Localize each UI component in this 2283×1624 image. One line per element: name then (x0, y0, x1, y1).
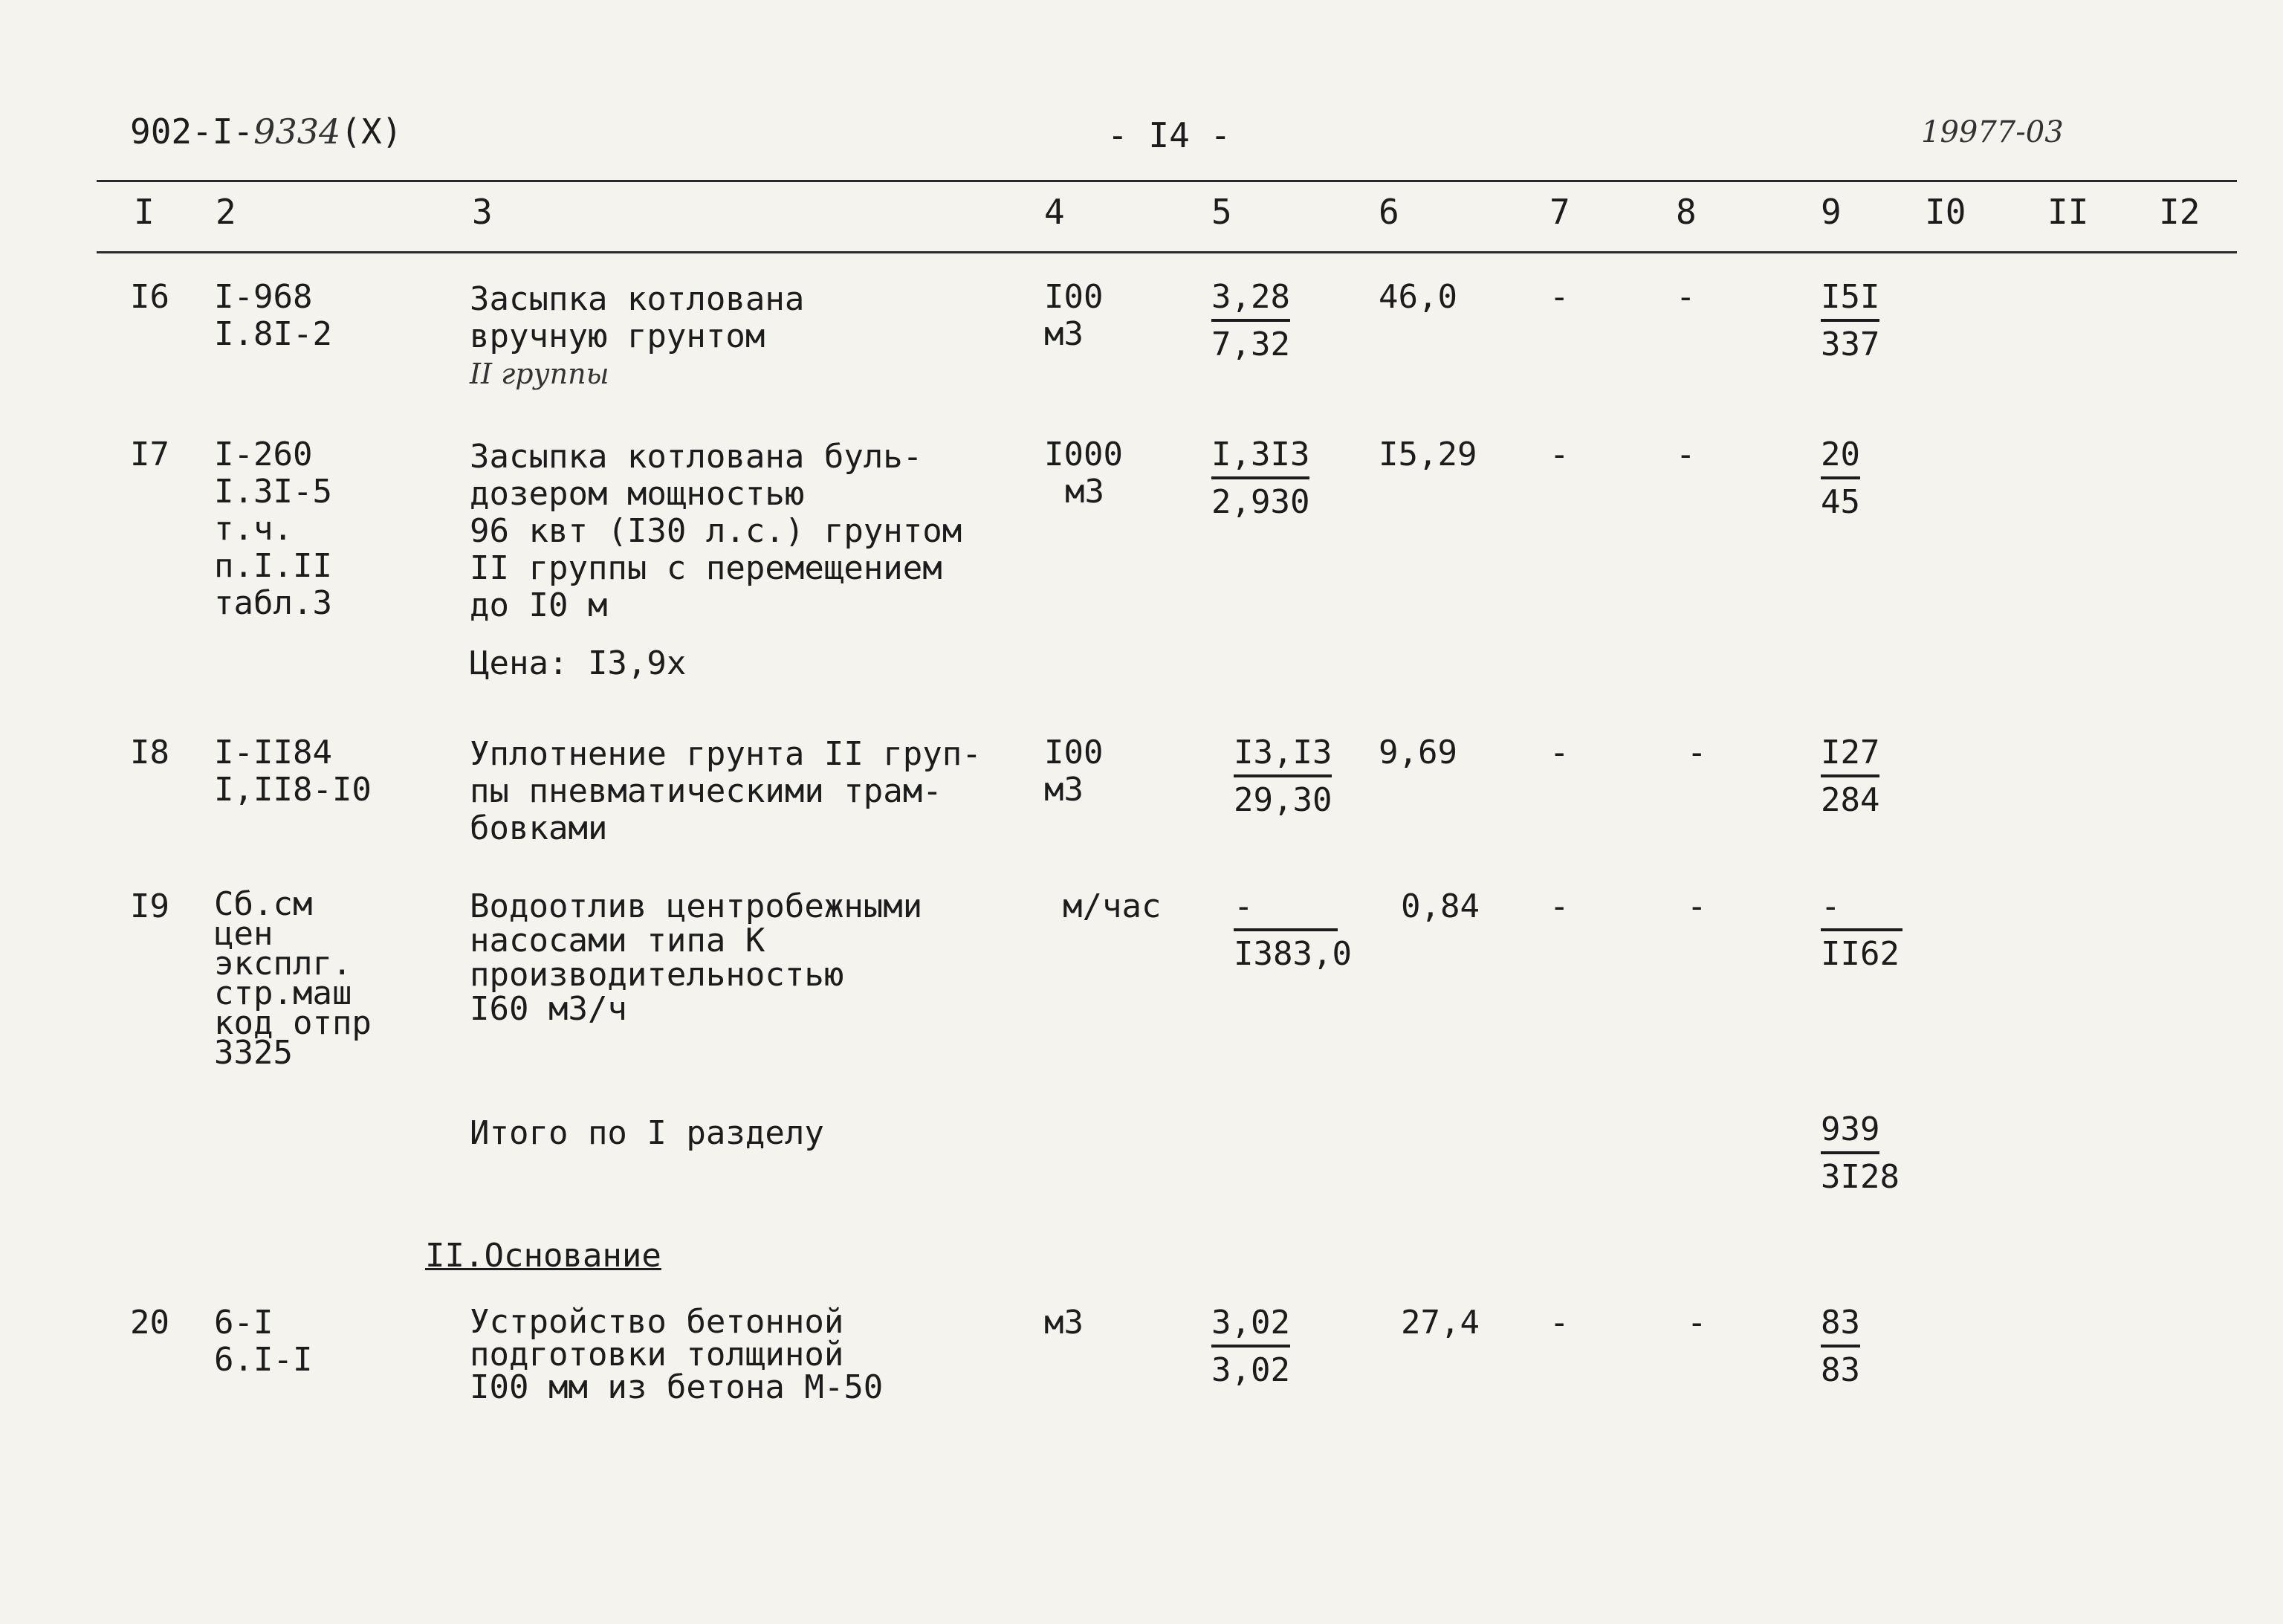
norm-code (214, 734, 372, 809)
section-total-label: Итого по I разделу (470, 1114, 824, 1152)
row-number: I9 (130, 887, 169, 925)
norm-code-line: I,II8-I0 (214, 771, 372, 809)
total-cost-fraction (1821, 436, 1860, 521)
description-line: Устройство бетонной (470, 1303, 844, 1341)
section-heading: II.Основание (425, 1237, 661, 1275)
total-cost-denominator: 83 (1821, 1351, 1860, 1389)
col6-value: 46,0 (1379, 278, 1457, 316)
norm-code-line: 3325 (214, 1034, 293, 1072)
row-number: I8 (130, 734, 169, 771)
row-number: I6 (130, 278, 169, 316)
norm-code-line: Сб.см (214, 885, 313, 923)
total-cost-denominator: II62 (1821, 935, 1900, 973)
header-top-rule (97, 180, 2237, 182)
unit-line: I00 (1044, 278, 1104, 316)
col6-value: 0,84 (1401, 887, 1480, 925)
header-bottom-rule (97, 251, 2237, 253)
doc-code-handwritten: 9334 (253, 111, 341, 152)
col6-value: 9,69 (1379, 734, 1457, 771)
norm-code (214, 885, 372, 1072)
unit-cost-numerator: I3,I3 (1234, 734, 1332, 777)
total-cost-fraction (1821, 279, 1879, 363)
col7-value: - (1549, 734, 1570, 771)
work-description (470, 281, 804, 392)
page-number: - I4 - (1107, 115, 1231, 155)
unit-cost-fraction (1211, 436, 1309, 521)
unit-line: м3 (1044, 1304, 1084, 1342)
unit (1063, 888, 1161, 925)
col6-value: I5,29 (1379, 436, 1477, 473)
col8-value: - (1676, 436, 1696, 473)
unit-line: I000 (1044, 436, 1123, 473)
unit-cost-denominator: 7,32 (1211, 326, 1290, 363)
col7-value: - (1549, 436, 1570, 473)
unit (1044, 734, 1103, 809)
unit-line: м3 (1044, 315, 1084, 353)
row-number: 20 (130, 1304, 169, 1342)
total-cost-numerator: I5I (1821, 279, 1879, 322)
description-line: Засыпка котлована буль- (470, 438, 923, 476)
description-line: до I0 м (470, 586, 608, 624)
description-line: вручную грунтом (470, 317, 765, 355)
total-cost-denominator: 337 (1821, 326, 1880, 363)
total-cost-fraction (1821, 1304, 1860, 1389)
col-header-1: I (134, 192, 155, 232)
row-number: I7 (130, 436, 169, 473)
norm-code (214, 1304, 312, 1379)
description-line: подготовки толщиной (470, 1336, 844, 1374)
description-line: дозером мощностью (470, 475, 805, 513)
norm-code (214, 279, 332, 353)
norm-code-line: I-260 (214, 436, 313, 473)
unit-cost-fraction (1234, 888, 1352, 973)
col7-value: - (1549, 1304, 1570, 1342)
unit-cost-denominator: I383,0 (1234, 935, 1352, 973)
unit-cost-denominator: 3,02 (1211, 1351, 1290, 1389)
norm-code-line: I-II84 (214, 734, 332, 771)
unit-line: I00 (1044, 734, 1104, 771)
col-header-10: I0 (1925, 192, 1966, 232)
description-line: бовками (470, 809, 608, 847)
norm-code-line: эксплг. (214, 945, 352, 983)
total-cost-fraction (1821, 888, 1902, 973)
col-header-11: II (2047, 192, 2089, 232)
col7-value: - (1549, 887, 1570, 925)
description-line: Засыпка котлована (470, 280, 805, 318)
doc-code-prefix: 902-I- (130, 111, 254, 152)
description-line: I00 мм из бетона М-50 (470, 1368, 884, 1406)
section-total-numerator: 939 (1821, 1111, 1879, 1154)
total-cost-numerator: - (1821, 888, 1902, 931)
unit-line: м/час (1063, 887, 1162, 925)
unit-cost-fraction (1211, 279, 1290, 363)
unit-cost-denominator: 2,930 (1211, 483, 1310, 521)
description-line: Уплотнение грунта II груп- (470, 735, 982, 773)
unit-cost-numerator: I,3I3 (1211, 436, 1309, 479)
unit (1044, 436, 1123, 511)
unit (1044, 279, 1103, 353)
norm-code-line: т.ч. (214, 510, 293, 548)
norm-code-line: цен (214, 915, 273, 953)
work-description (470, 1303, 884, 1406)
total-cost-numerator: 20 (1821, 436, 1860, 479)
work-description (470, 736, 982, 847)
description-handwritten-note: II группы (470, 358, 609, 390)
description-line: насосами типа К (470, 922, 765, 960)
section-total-fraction (1821, 1111, 1900, 1196)
norm-code-line: I.8I-2 (214, 315, 332, 353)
total-cost-numerator: 83 (1821, 1304, 1860, 1348)
unit (1044, 1304, 1084, 1342)
col-header-3: 3 (472, 192, 493, 232)
norm-code-line: 6-I (214, 1304, 273, 1342)
unit-cost-fraction (1234, 734, 1332, 819)
unit-cost-numerator: 3,28 (1211, 279, 1290, 322)
col8-value: - (1687, 734, 1707, 771)
unit-cost-denominator: 29,30 (1234, 781, 1332, 819)
col-header-7: 7 (1549, 192, 1570, 232)
col-header-9: 9 (1821, 192, 1842, 232)
unit-line: м3 (1065, 473, 1104, 511)
description-line: производительностью (470, 956, 844, 994)
description-line: I60 м3/ч (470, 990, 627, 1028)
norm-code-line: I.3I-5 (214, 473, 332, 511)
description-line: пы пневматическими трам- (470, 772, 942, 810)
total-cost-fraction (1821, 734, 1879, 819)
norm-code-line: п.I.II (214, 547, 332, 585)
col-header-6: 6 (1379, 192, 1399, 232)
norm-code-line: 6.I-I (214, 1341, 313, 1379)
doc-code-suffix: (X) (340, 111, 403, 152)
col7-value: - (1549, 278, 1570, 316)
total-cost-denominator: 284 (1821, 781, 1880, 819)
description-line: 96 квт (I30 л.с.) грунтом (470, 512, 962, 550)
unit-cost-fraction (1211, 1304, 1290, 1389)
col-header-8: 8 (1676, 192, 1697, 232)
col-header-5: 5 (1211, 192, 1232, 232)
col-header-2: 2 (216, 192, 236, 232)
norm-code-line: стр.маш (214, 974, 352, 1012)
col8-value: - (1676, 278, 1696, 316)
unit-cost-numerator: 3,02 (1211, 1304, 1290, 1348)
description-line: II группы с перемещением (470, 549, 942, 587)
col6-value: 27,4 (1401, 1304, 1480, 1342)
norm-code-line: код отпр (214, 1004, 372, 1042)
description-line: Водоотлив центробежными (470, 887, 923, 925)
doc-code (130, 111, 402, 152)
col8-value: - (1687, 1304, 1707, 1342)
col8-value: - (1687, 887, 1707, 925)
unit-line: м3 (1044, 771, 1084, 809)
norm-code-line: табл.3 (214, 584, 332, 622)
total-cost-numerator: I27 (1821, 734, 1879, 777)
inventory-number: 19977-03 (1921, 115, 2064, 149)
work-description (470, 439, 962, 682)
col-header-12: I2 (2159, 192, 2201, 232)
unit-cost-numerator: - (1234, 888, 1338, 931)
section-total-denominator: 3I28 (1821, 1158, 1900, 1196)
total-cost-denominator: 45 (1821, 483, 1860, 521)
norm-code-line: I-968 (214, 278, 313, 316)
norm-code (214, 436, 332, 622)
work-description (470, 887, 923, 1028)
col-header-4: 4 (1044, 192, 1065, 232)
price-note: Цена: I3,9x (470, 644, 687, 682)
